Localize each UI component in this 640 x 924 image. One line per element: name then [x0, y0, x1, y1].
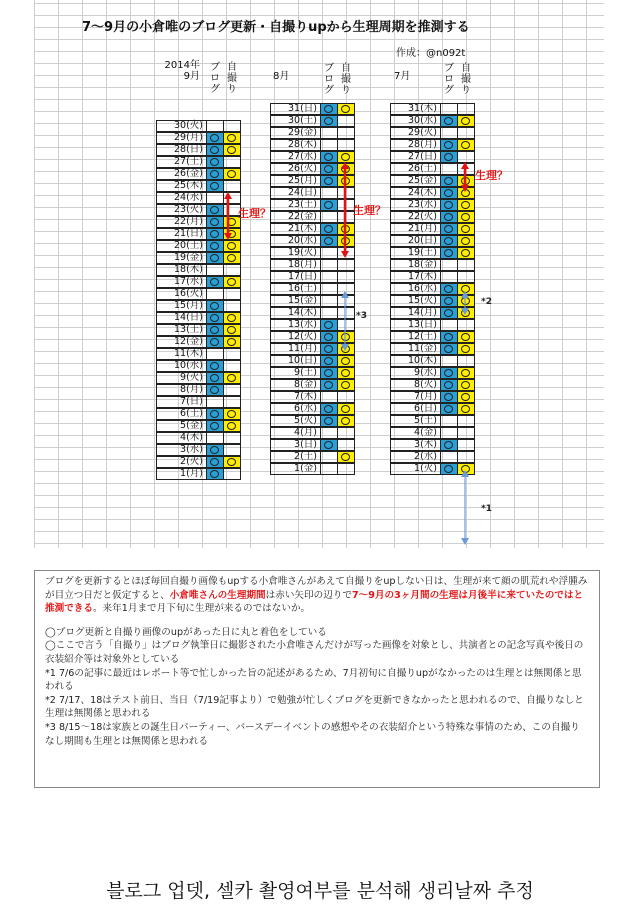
date-label: 1(月) — [156, 468, 207, 480]
date-label: 31(木) — [390, 103, 441, 115]
date-label: 5(土) — [390, 415, 441, 427]
date-label: 17(水) — [156, 276, 207, 288]
note-star3-marker: *3 — [356, 311, 367, 321]
date-label: 28(木) — [270, 139, 321, 151]
date-label: 18(金) — [390, 259, 441, 271]
date-label: 26(火) — [270, 163, 321, 175]
date-label: 7(木) — [270, 391, 321, 403]
blog-header-char: ブ — [324, 63, 334, 74]
blog-header-char: ブ — [444, 63, 454, 74]
sep-month-label: 9月 — [183, 71, 200, 82]
date-label: 31(日) — [270, 103, 321, 115]
date-label: 3(日) — [270, 439, 321, 451]
date-label: 10(木) — [390, 355, 441, 367]
date-label: 24(水) — [156, 192, 207, 204]
date-label: 23(火) — [156, 204, 207, 216]
date-label: 29(金) — [270, 127, 321, 139]
note-star2: *2 7/17、18はテスト前日、当日（7/19記事より）で勉強が忙しくブログを更新できなかったと思われるので、自撮りなしと生理は無関係と思われる — [45, 694, 584, 720]
period-arrow-sep — [224, 192, 232, 240]
date-label: 7(月) — [390, 391, 441, 403]
date-label: 29(火) — [390, 127, 441, 139]
selfie-header-char: 自 — [227, 62, 237, 73]
blog-header-char: グ — [324, 85, 334, 96]
date-label: 14(木) — [270, 307, 321, 319]
note-arrow-jul-mid — [461, 291, 469, 315]
date-label: 8(金) — [270, 379, 321, 391]
date-label: 3(木) — [390, 439, 441, 451]
date-label: 2(水) — [390, 451, 441, 463]
date-label: 13(日) — [390, 319, 441, 331]
date-label: 23(水) — [390, 199, 441, 211]
date-label: 1(火) — [390, 463, 441, 475]
date-label: 20(水) — [270, 235, 321, 247]
korean-caption: 블로그 업뎃, 셀카 촬영여부를 분석해 생리날짜 추정 — [106, 880, 534, 902]
period-arrow-jul — [461, 162, 469, 192]
date-label: 21(木) — [270, 223, 321, 235]
date-label: 12(火) — [270, 331, 321, 343]
date-label: 27(日) — [390, 151, 441, 163]
note-star1-marker: *1 — [481, 504, 492, 514]
date-label: 4(木) — [156, 432, 207, 444]
date-label: 10(水) — [156, 360, 207, 372]
date-label: 5(金) — [156, 420, 207, 432]
blog-header-char: グ — [444, 85, 454, 96]
date-label: 27(水) — [270, 151, 321, 163]
date-label: 17(木) — [390, 271, 441, 283]
note-main — [45, 575, 589, 616]
blog-header-char: ロ — [324, 74, 334, 85]
blog-header-char: ブ — [210, 62, 220, 73]
date-label: 10(日) — [270, 355, 321, 367]
date-label: 9(土) — [270, 367, 321, 379]
date-label: 9(水) — [390, 367, 441, 379]
sep-year-label: 2014年 — [164, 60, 200, 71]
date-label: 14(月) — [390, 307, 441, 319]
date-label: 19(金) — [156, 252, 207, 264]
selfie-header-char: り — [461, 85, 471, 96]
date-label: 6(水) — [270, 403, 321, 415]
blog-header-char: ロ — [444, 74, 454, 85]
date-label: 17(日) — [270, 271, 321, 283]
date-label: 26(土) — [390, 163, 441, 175]
date-label: 9(火) — [156, 372, 207, 384]
date-label: 28(月) — [390, 139, 441, 151]
chart-title: 7〜9月の小倉唯のブログ更新・自撮りupから生理周期を推測する — [82, 20, 470, 35]
author-credit: 作成：@n092t — [396, 48, 466, 59]
date-label: 16(水) — [390, 283, 441, 295]
date-label: 22(金) — [270, 211, 321, 223]
date-label: 4(月) — [270, 427, 321, 439]
aug-header: 8月 — [273, 71, 290, 82]
selfie-header-char: 自 — [341, 63, 351, 74]
date-label: 12(土) — [390, 331, 441, 343]
note-main-text-a: ブログを更新するとほぼ毎回自撮り画像もupする小倉唯さんがあえて自撮りをupしない日は、生理が来て顔の肌荒れや浮腫みが目立つ日だと仮定すると、 — [45, 576, 588, 601]
date-label: 24(木) — [390, 187, 441, 199]
date-label: 14(日) — [156, 312, 207, 324]
date-label: 25(木) — [156, 180, 207, 192]
date-label: 19(土) — [390, 247, 441, 259]
note-arrow-jul-early — [461, 470, 469, 545]
note-star1: *1 7/6の記事に最近はレポート等で忙しかった旨の記述があるため、7月初旬に自撮りupがなかったのは生理とは無関係と思われる — [45, 667, 582, 693]
date-label: 18(月) — [270, 259, 321, 271]
note-main-text-c: 。来年1月まで月下旬に生理が来るのではないか。 — [92, 603, 311, 615]
note-star3: *3 8/15〜18は家族との誕生日パーティー、バースデーイベントの感想やその衣装紹介という特殊な事情のため、この自撮りなし期間も生理とは無関係と思われる — [45, 721, 580, 747]
date-label: 12(金) — [156, 336, 207, 348]
date-label: 6(土) — [156, 408, 207, 420]
date-label: 21(日) — [156, 228, 207, 240]
date-label: 4(金) — [390, 427, 441, 439]
period-label-jul: 生理？ — [475, 169, 508, 182]
date-label: 15(火) — [390, 295, 441, 307]
date-label: 3(水) — [156, 444, 207, 456]
date-label: 2(土) — [270, 451, 321, 463]
date-label: 30(水) — [390, 115, 441, 127]
note-arrow-aug — [341, 291, 349, 351]
date-label: 2(火) — [156, 456, 207, 468]
date-label: 22(月) — [156, 216, 207, 228]
blog-header-char: ロ — [210, 73, 220, 84]
date-label: 28(日) — [156, 144, 207, 156]
period-label-sep: 生理？ — [238, 207, 271, 220]
note-highlight-conclusion: 7〜9月の3ヶ月間の生理は月後半に来ていたのではと推測できる — [45, 589, 584, 615]
selfie-header-char: 撮 — [227, 73, 237, 84]
note-circle-rule: ◯ブログ更新と自撮り画像のupがあった日に丸と着色をしている — [45, 626, 327, 638]
date-label: 23(土) — [270, 199, 321, 211]
date-label: 5(火) — [270, 415, 321, 427]
date-label: 11(月) — [270, 343, 321, 355]
selfie-header-char: 撮 — [341, 74, 351, 85]
date-label: 15(月) — [156, 300, 207, 312]
date-label: 21(月) — [390, 223, 441, 235]
date-label: 11(木) — [156, 348, 207, 360]
note-highlight-period: 小倉唯さんの生理期間 — [169, 589, 266, 601]
date-label: 26(金) — [156, 168, 207, 180]
jul-header: 7月 — [394, 71, 411, 82]
note-star2-marker: *2 — [481, 297, 492, 307]
selfie-header-char: り — [227, 84, 237, 95]
date-label: 29(月) — [156, 132, 207, 144]
selfie-header-char: 撮 — [461, 74, 471, 85]
date-label: 6(日) — [390, 403, 441, 415]
date-label: 27(土) — [156, 156, 207, 168]
date-label: 16(火) — [156, 288, 207, 300]
date-label: 13(水) — [270, 319, 321, 331]
note-main-text-b: は赤い矢印の辺りで — [265, 589, 352, 601]
note-selfie-definition: ◯ここで言う「自撮り」はブログ執筆日に撮影された小倉唯さんだけが写った画像を対象とし、共演者との記念写真や後日の衣装紹介等は対象外としている — [45, 640, 584, 665]
date-label: 18(木) — [156, 264, 207, 276]
notes-box — [34, 570, 600, 788]
date-label: 24(日) — [270, 187, 321, 199]
date-label: 30(土) — [270, 115, 321, 127]
date-label: 30(火) — [156, 120, 207, 132]
date-label: 8(火) — [390, 379, 441, 391]
date-label: 22(火) — [390, 211, 441, 223]
date-label: 1(金) — [270, 463, 321, 475]
date-label: 25(月) — [270, 175, 321, 187]
date-label: 11(金) — [390, 343, 441, 355]
period-label-aug: 生理？ — [353, 204, 386, 217]
selfie-header-char: り — [341, 85, 351, 96]
date-label: 25(金) — [390, 175, 441, 187]
date-label: 13(土) — [156, 324, 207, 336]
period-arrow-aug — [341, 162, 349, 258]
date-label: 19(火) — [270, 247, 321, 259]
date-label: 20(日) — [390, 235, 441, 247]
blog-header-char: グ — [210, 84, 220, 95]
date-label: 8(月) — [156, 384, 207, 396]
selfie-header-char: 自 — [461, 63, 471, 74]
date-label: 20(土) — [156, 240, 207, 252]
date-label: 7(日) — [156, 396, 207, 408]
date-label: 16(土) — [270, 283, 321, 295]
date-label: 15(金) — [270, 295, 321, 307]
